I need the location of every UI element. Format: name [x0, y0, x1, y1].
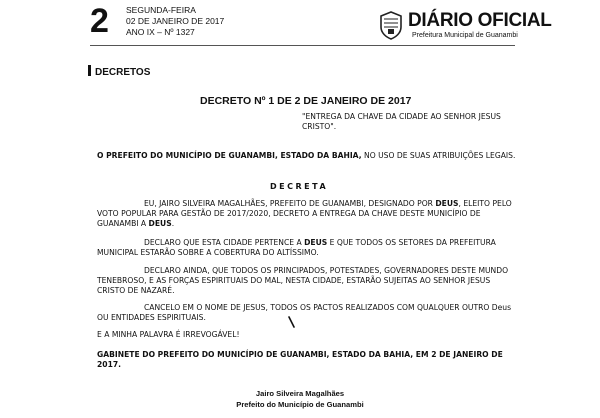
preamble-rest: NO USO DE SUAS ATRIBUIÇÕES LEGAIS. [361, 151, 516, 160]
page-number: 2 [90, 2, 109, 40]
decree-summary: "ENTREGA DA CHAVE DA CIDADE AO SENHOR JESUS CRISTO". [302, 112, 501, 131]
p2-text-b: E QUE TODOS OS SETORES DA PREFEITURA MUNICIPAL ESTARÃO SOBRE A COBERTURA DO ALTÍSSIMO. [97, 238, 496, 257]
p2-text-a: DECLARO QUE ESTA CIDADE PERTENCE A [144, 238, 305, 247]
issue-edition: ANO IX – Nº 1327 [126, 27, 195, 37]
gazette-logo [378, 10, 552, 44]
decree-preamble [97, 151, 517, 161]
ink-stroke-mark [288, 316, 296, 328]
p1-deus-1: DEUS [435, 199, 459, 208]
signer-title: Prefeito do Município de Guanambi [236, 400, 364, 409]
decree-title: DECRETO Nº 1 DE 2 DE JANEIRO DE 2017 [200, 95, 412, 107]
decree-paragraph-5: E A MINHA PALAVRA É IRREVOGÁVEL! [97, 330, 240, 339]
p1-text-a: EU, JAIRO SILVEIRA MAGALHÃES, PREFEITO DE GUANAMBI, DESIGNADO POR [144, 199, 436, 208]
section-label [88, 65, 150, 78]
section-marker-icon [88, 65, 91, 76]
p1-deus-2: DEUS [148, 219, 172, 228]
section-title: DECRETOS [95, 67, 151, 78]
decree-paragraph-1 [97, 199, 517, 229]
issue-weekday: SEGUNDA-FEIRA [126, 5, 196, 15]
decree-paragraph-2 [97, 238, 517, 258]
decree-paragraph-3: DECLARO AINDA, QUE TODOS OS PRINCIPADOS, POTESTADES, GOVERNADORES DESTE MUNDO TENEBROSO, E AS FORÇAS ESPIRITUAIS DO MAL, NESTA CIDADE, ESTARÃO SUJEITAS AO SENHOR JESUS CRISTO DE NAZARÉ. [97, 266, 509, 295]
header-divider [90, 45, 515, 46]
decreta-heading: DECRETA [270, 182, 329, 191]
p1-text-b: , ELEITO PELO VOTO POPULAR PARA GESTÃO DE 2017/2020, DECRETO A ENTREGA DA CHAVE DESTE MUNICÍPIO DE GUANAMBI A [97, 199, 512, 228]
logo-title: DIÁRIO OFICIAL [408, 10, 552, 31]
signer-name: Jairo Silveira Magalhães [255, 389, 345, 398]
issue-date: 02 DE JANEIRO DE 2017 [126, 16, 225, 26]
decree-closing: GABINETE DO PREFEITO DO MUNICÍPIO DE GUANAMBI, ESTADO DA BAHIA, EM 2 DE JANEIRO DE 2017. [97, 350, 503, 369]
logo-subtitle: Prefeitura Municipal de Guanambi [412, 32, 518, 39]
coat-of-arms-icon [378, 10, 404, 40]
p1-text-c: . [171, 219, 175, 228]
decree-paragraph-4: CANCELO EM O NOME DE JESUS, TODOS OS PACTOS REALIZADOS COM QUALQUER OUTRO Deus OU ENTIDADES ESPIRITUAIS. [97, 303, 512, 322]
issue-info [126, 5, 224, 38]
preamble-authority: O PREFEITO DO MUNICÍPIO DE GUANAMBI, ESTADO DA BAHIA, [97, 151, 362, 160]
p2-deus: DEUS [304, 238, 328, 247]
